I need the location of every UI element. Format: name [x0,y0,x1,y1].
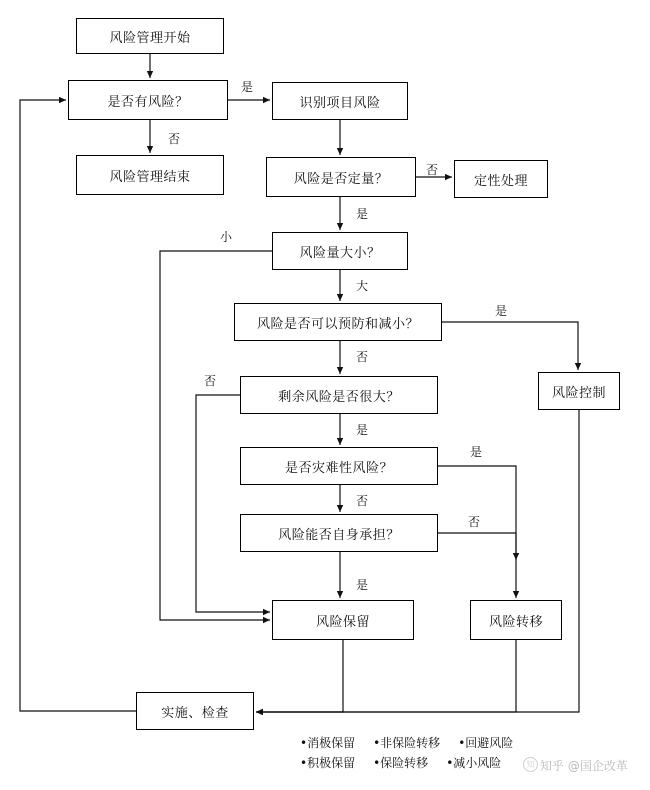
note-item: •保险转移 [373,756,429,770]
node-preventable[interactable] [234,303,442,341]
notes-legend [300,733,513,773]
edge-label-yes-residual: 是 [356,423,369,437]
note-item: •非保险转移 [373,736,441,750]
edge-label-large-magnitude: 大 [356,279,369,293]
edge-label-yes-preventable: 是 [495,304,508,318]
node-label: 风险是否定量？ [293,171,389,187]
edge-label-yes-self-bear: 是 [356,578,369,592]
node-label: 实施、检查 [161,705,229,721]
notes-row-1 [300,733,513,753]
node-quantify[interactable] [266,157,416,197]
node-label: 风险能否自身承担？ [278,527,400,543]
edge-label-no-has-risk: 否 [168,132,181,146]
node-label: 风险是否可以预防和减小？ [256,316,419,332]
edge-label-yes-has-risk: 是 [241,80,254,94]
node-label: 风险量大小？ [299,245,381,261]
edge-label-no-catastrophic: 否 [356,494,369,508]
node-self-bear[interactable] [240,514,438,552]
node-implement-check[interactable] [136,692,254,730]
node-label: 风险保留 [315,614,370,630]
node-catastrophic[interactable] [240,447,438,485]
node-risk-magnitude[interactable] [272,232,408,270]
node-start[interactable] [76,18,224,54]
note-item: •回避风险 [458,736,514,750]
edge-label-no-preventable: 否 [356,350,369,364]
node-has-risk[interactable] [68,80,228,120]
node-residual-large[interactable] [240,376,438,414]
node-risk-retain[interactable] [272,600,414,640]
edge-label-yes-catastrophic: 是 [470,445,483,459]
edge-label-no-residual: 否 [204,374,217,388]
node-label: 是否有风险？ [107,94,189,110]
node-risk-control[interactable] [538,372,620,410]
zhihu-logo-icon: 知 [523,757,538,772]
node-qualitative-handling[interactable] [454,160,548,198]
note-item: •消极保留 [300,736,356,750]
node-end[interactable] [76,155,224,195]
node-risk-transfer[interactable] [470,600,562,640]
node-label: 风险控制 [551,385,606,401]
node-label: 定性处理 [473,173,528,189]
notes-row-2 [300,753,513,773]
node-label: 是否灾难性风险？ [284,460,393,476]
edge-label-yes-quantify: 是 [356,207,369,221]
edge-label-small-magnitude: 小 [220,230,233,244]
note-item: •减小风险 [446,756,502,770]
edge-label-no-quantify: 否 [426,163,439,177]
node-label: 剩余风险是否很大？ [278,389,400,405]
node-label: 风险管理结束 [109,169,191,185]
note-item: •积极保留 [300,756,356,770]
node-label: 风险管理开始 [109,30,191,46]
edge-label-no-self-bear: 否 [468,515,481,529]
node-label: 识别项目风险 [299,95,381,111]
watermark-text: 知乎 @国企改革 [540,759,628,773]
node-label: 风险转移 [488,614,543,630]
node-identify-risk[interactable] [272,82,408,120]
